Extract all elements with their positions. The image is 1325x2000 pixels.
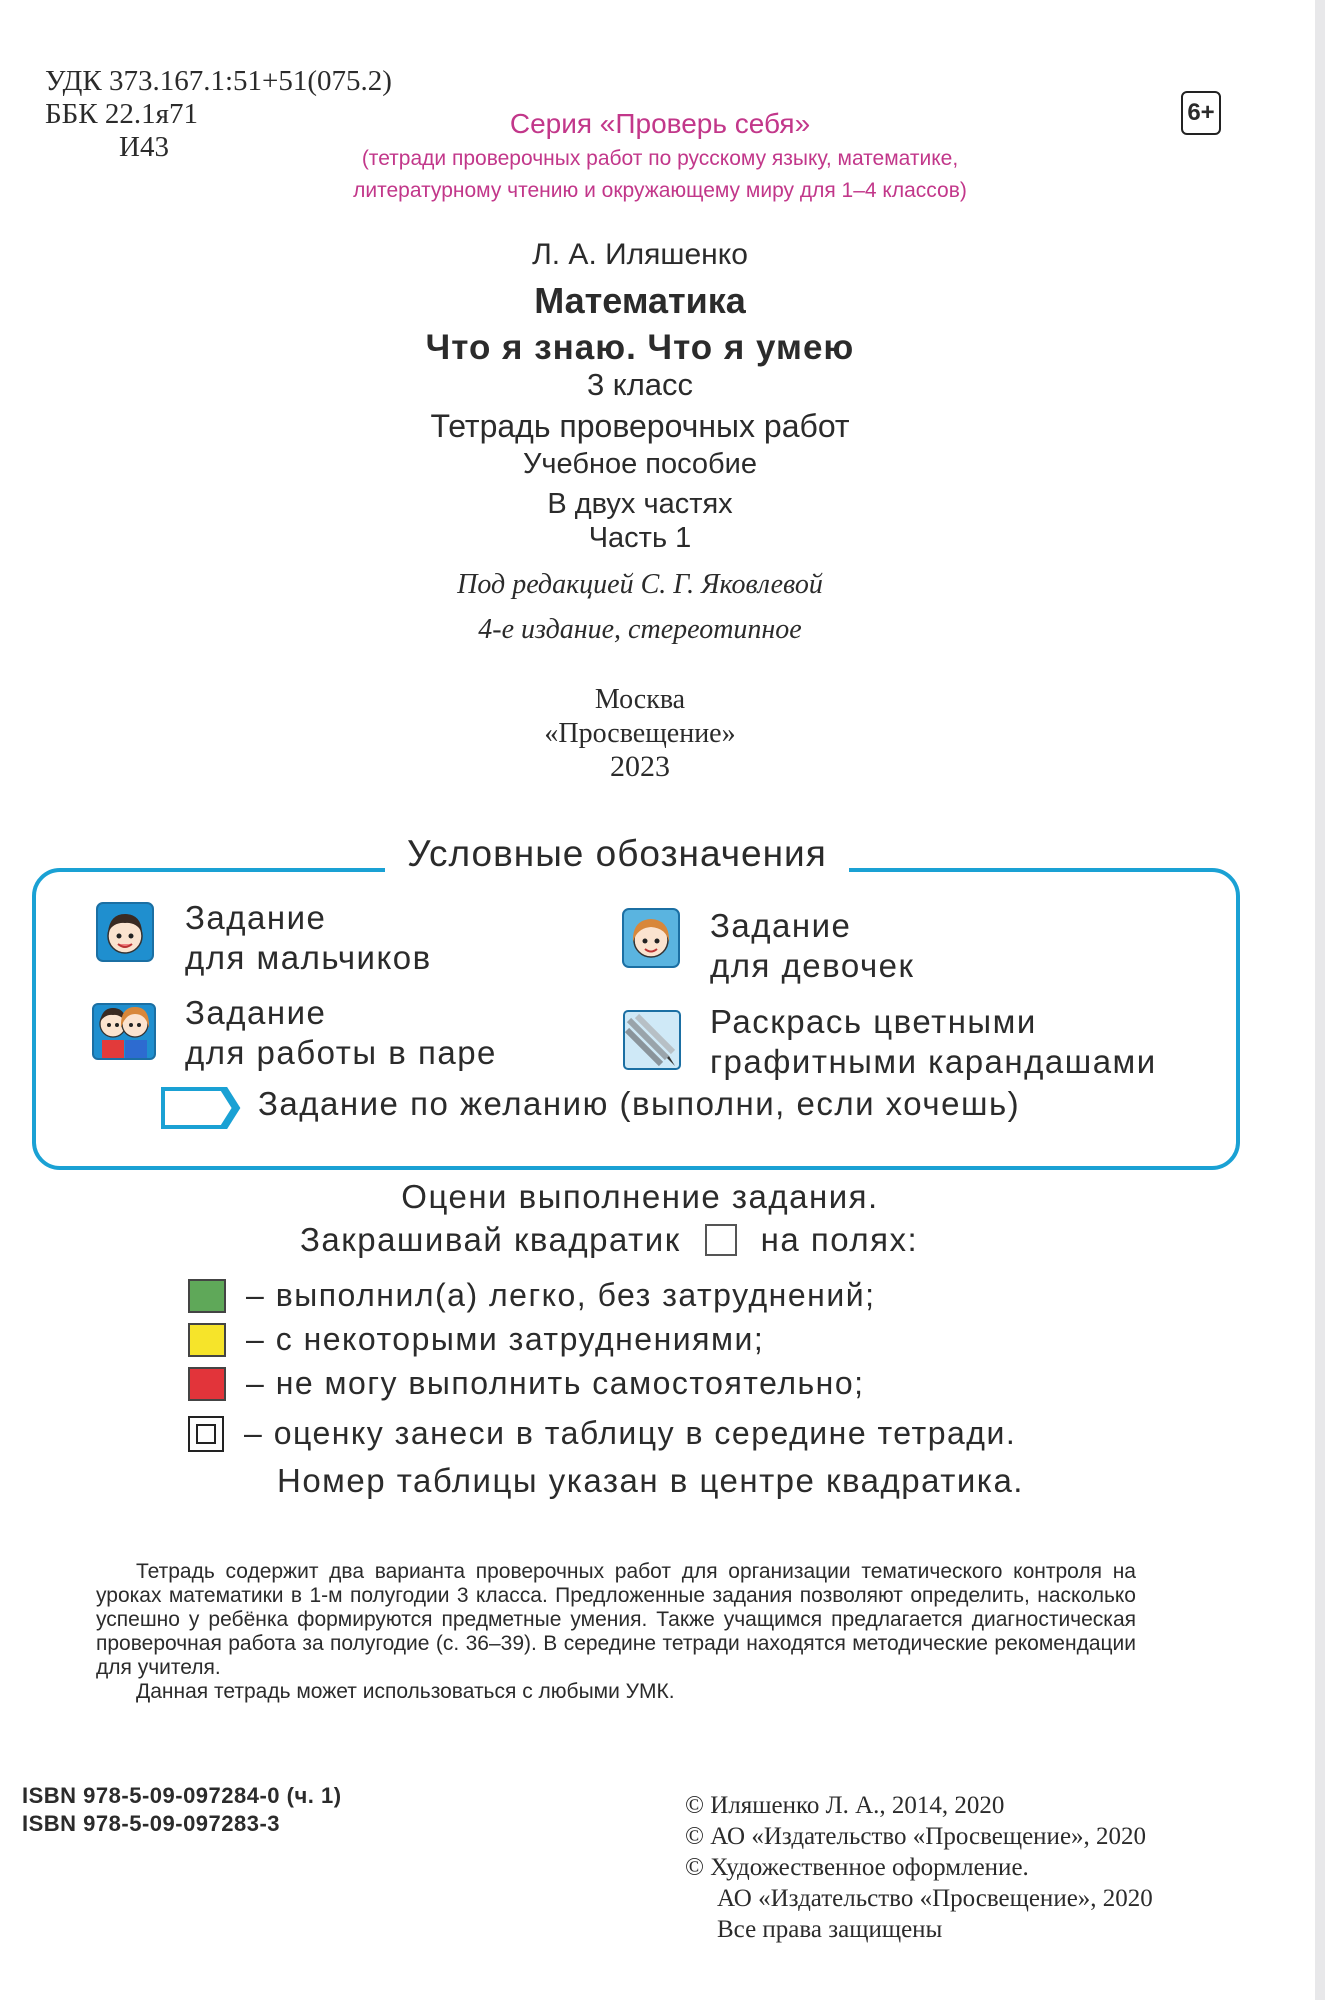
edition: 4-е издание, стереотипное (478, 614, 802, 645)
annotation-paragraph1: Тетрадь содержит два варианта проверочных работ для организации тематического контроля на уроках математики в 1-м полугодии 3 класса. Предложенные задания позволяют определить, насколько успешно у ребёнка формируются предметные умения. Также учащимся предлагается диагностическая проверочная работа за полугодие (с. 36–39). В середине тетради находятся методические рекомендации для учителя. (96, 1560, 1136, 1679)
legend-girls-line2: для девочек (710, 947, 915, 984)
year: 2023 (610, 750, 670, 783)
arrow-outline-icon (160, 1085, 242, 1136)
age-rating-badge (1181, 91, 1221, 135)
rating-item-red-text: – не могу выполнить самостоятельно; (246, 1365, 865, 1401)
legend-pencils-text (710, 1002, 1157, 1082)
rating-item-table (188, 1415, 1016, 1452)
framed-square-icon (188, 1416, 224, 1452)
copyright-line2: © АО «Издательство «Просвещение», 2020 (685, 1823, 1147, 1850)
isbn-part1: ISBN 978-5-09-097284-0 (ч. 1) (22, 1783, 342, 1808)
rating-line1: Оцени выполнение задания. (401, 1178, 879, 1215)
boy-face-icon (96, 902, 154, 967)
isbn-set: ISBN 978-5-09-097283-3 (22, 1811, 281, 1836)
udk-code: УДК 373.167.1:51+51(075.2) (45, 65, 392, 97)
legend-boys-line1: Задание (185, 899, 327, 936)
green-square-icon (188, 1279, 226, 1313)
legend-pencils-line1: Раскрась цветными (710, 1003, 1037, 1040)
legend-pencils-line2: графитными карандашами (710, 1043, 1157, 1080)
part-number: Часть 1 (588, 522, 692, 554)
series-description-line2: литературному чтению и окружающему миру для 1–4 классов) (353, 179, 967, 202)
author: Л. А. Иляшенко (532, 238, 748, 271)
legend-girls-line1: Задание (710, 907, 852, 944)
legend-boys-line2: для мальчиков (185, 939, 432, 976)
rating-note: Номер таблицы указан в центре квадратика. (277, 1462, 1024, 1499)
copyright-line3: © Художественное оформление. (685, 1854, 1029, 1881)
legend-girls-text (710, 906, 914, 986)
rating-item-yellow (188, 1321, 764, 1358)
rating-item-red (188, 1365, 865, 1402)
rating-line2-start: Закрашивай квадратик (300, 1221, 681, 1258)
annotation-paragraph2: Данная тетрадь может использоваться с любыми УМК. (136, 1680, 675, 1703)
boy-and-girl-icon (92, 998, 156, 1065)
tagline: Что я знаю. Что я умею (425, 328, 855, 367)
author-mark: И43 (119, 131, 169, 163)
legend-pair-line1: Задание (185, 994, 327, 1031)
girl-face-icon (622, 908, 680, 973)
red-square-icon (188, 1367, 226, 1401)
copyright-line5: Все права защищены (717, 1916, 943, 1943)
annotation (96, 1560, 1136, 1704)
age-rating-text: 6+ (1187, 99, 1215, 126)
city: Москва (594, 684, 686, 715)
workbook-type: Тетрадь проверочных работ (430, 408, 850, 444)
legend-pair-line2: для работы в паре (185, 1034, 497, 1071)
legend-pair-text (185, 993, 497, 1073)
rating-item-green (188, 1277, 875, 1314)
grade: 3 класс (586, 367, 694, 402)
copyright-line1: © Иляшенко Л. А., 2014, 2020 (685, 1792, 1005, 1819)
bbk-code: ББК 22.1я71 (45, 98, 198, 130)
pencils-icon (623, 1010, 681, 1075)
publisher: «Просвещение» (544, 718, 736, 749)
series-description-line1: (тетради проверочных работ по русскому языку, математике, (361, 147, 959, 170)
series-title: Серия «Проверь себя» (509, 108, 811, 139)
rating-item-table-text: – оценку занеси в таблицу в середине тетради. (244, 1415, 1017, 1451)
legend-boys-text (185, 898, 432, 978)
legend-title: Условные обозначения (385, 833, 849, 875)
isbn-block (22, 1782, 342, 1838)
rating-line2 (300, 1221, 918, 1259)
copyright-block (685, 1790, 1153, 1945)
rating-item-green-text: – выполнил(а) легко, без затруднений; (246, 1277, 876, 1313)
rating-item-yellow-text: – с некоторыми затруднениями; (246, 1321, 765, 1357)
legend-optional-text: Задание по желанию (выполни, если хочешь) (258, 1085, 1021, 1122)
manual-type: Учебное пособие (523, 448, 757, 480)
page-edge (1315, 0, 1325, 2000)
editor: Под редакцией С. Г. Яковлевой (457, 569, 823, 600)
parts-count: В двух частях (547, 488, 733, 520)
yellow-square-icon (188, 1323, 226, 1357)
series-block (300, 108, 1020, 204)
rating-line2-end: на полях: (760, 1221, 919, 1258)
empty-square-icon (705, 1224, 737, 1256)
subject-title: Математика (534, 280, 746, 321)
copyright-line4: АО «Издательство «Просвещение», 2020 (717, 1885, 1153, 1912)
